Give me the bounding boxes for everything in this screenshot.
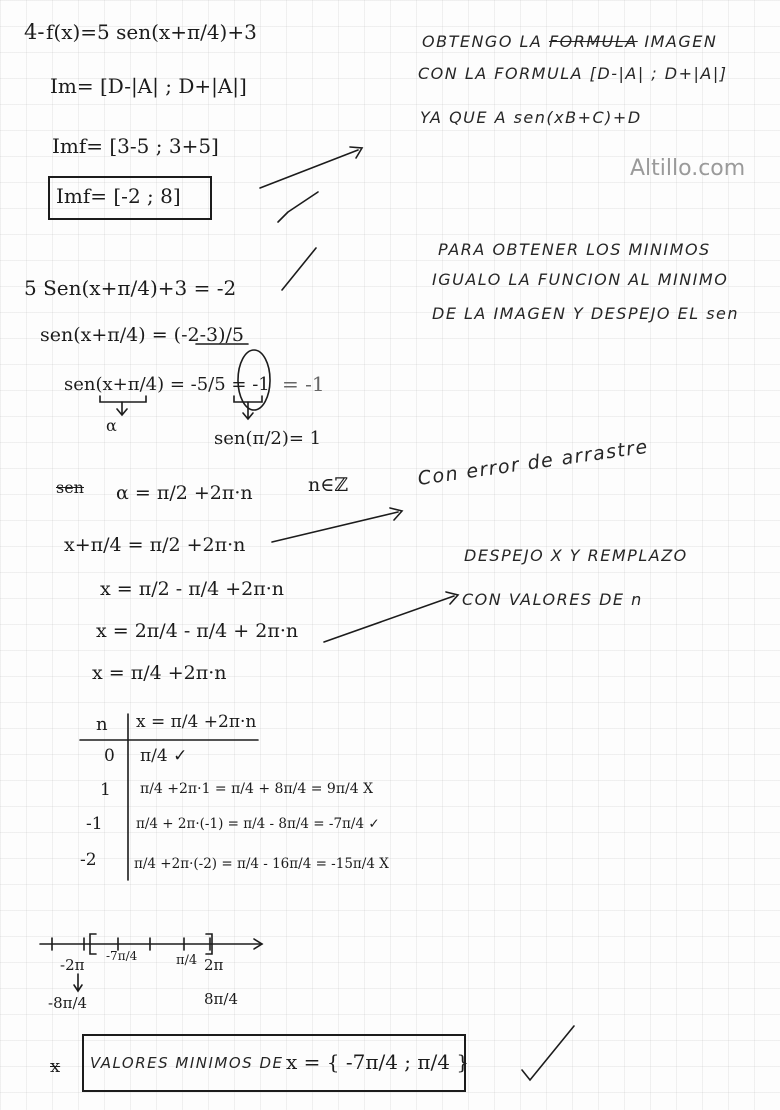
number-line-label: 2π <box>204 956 224 974</box>
equation-2: sen(x+π/4) = (-2-3)/5 <box>40 324 244 346</box>
equation-5-struck: sen <box>56 478 84 497</box>
answer-label: VALORES MINIMOS DE <box>90 1054 284 1072</box>
check-mark <box>522 1026 574 1080</box>
number-line-below-right: 8π/4 <box>204 990 238 1008</box>
table-row-x: π/4 ✓ <box>140 746 188 766</box>
note-obtain-b: IMAGEN <box>644 32 718 51</box>
arrow-line <box>260 150 358 188</box>
number-line-down-arrow <box>74 974 82 991</box>
circle-mark <box>238 350 270 410</box>
watermark: Altillo.com <box>630 156 746 181</box>
equation-9: x = π/4 +2π·n <box>92 662 227 684</box>
underbrace <box>234 396 262 402</box>
table-row-n: -1 <box>86 814 103 834</box>
table-header-x: x = π/4 +2π·n <box>136 712 257 732</box>
table-row-x: π/4 +2π·1 = π/4 + 8π/4 = 9π/4 X <box>140 781 374 797</box>
equation-8: x = 2π/4 - π/4 + 2π·n <box>96 620 299 642</box>
equation-1: 5 Sen(x+π/4)+3 = -2 <box>24 276 237 300</box>
image-result: Imf= [-2 ; 8] <box>56 184 181 208</box>
note-isolate-x: DESPEJO X Y REMPLAZO <box>464 546 688 565</box>
note-replace-n: CON VALORES DE n <box>462 590 643 609</box>
note-isolate-sen: DE LA IMAGEN Y DESPEJO EL sen <box>432 304 740 323</box>
arrow-line <box>324 596 454 642</box>
equation-3-extra: = -1 <box>282 372 325 396</box>
table-row-n: -2 <box>80 850 97 870</box>
table-header-n: n <box>96 714 108 735</box>
function-definition: f(x)=5 sen(x+π/4)+3 <box>46 20 257 44</box>
underbrace-arrow <box>117 402 127 415</box>
arrow-line <box>272 512 398 542</box>
note-minimums: PARA OBTENER LOS MINIMOS <box>438 240 711 259</box>
answer-struck: x <box>50 1056 61 1077</box>
problem-prefix: 4- <box>24 20 45 44</box>
check-mark <box>278 192 318 222</box>
number-line-label: -7π/4 <box>106 949 138 963</box>
number-line-below-left: -8π/4 <box>48 994 88 1012</box>
check-mark <box>282 248 316 290</box>
image-formula: Im= [D-|A| ; D+|A|] <box>50 74 247 98</box>
equation-4: sen(π/2)= 1 <box>214 428 322 449</box>
table-row-n: 1 <box>100 780 111 800</box>
note-carry-error: Con error de arrastre <box>416 435 651 490</box>
note-because: YA QUE A sen(xB+C)+D <box>420 108 642 127</box>
answer-set: x = { -7π/4 ; π/4 } <box>286 1050 470 1074</box>
note-struck-word: FORMULA <box>548 32 638 51</box>
equation-7: x = π/2 - π/4 +2π·n <box>100 578 284 600</box>
table-row-x: π/4 + 2π·(-1) = π/4 - 8π/4 = -7π/4 ✓ <box>136 816 380 832</box>
note-formula: CON LA FORMULA [D-|A| ; D+|A|] <box>418 64 728 83</box>
table-row-n: 0 <box>104 746 115 766</box>
table-row-x: π/4 +2π·(-2) = π/4 - 16π/4 = -15π/4 X <box>134 856 389 872</box>
alpha-label: α <box>106 416 117 435</box>
equation-6: x+π/4 = π/2 +2π·n <box>64 534 246 556</box>
note-equal-function: IGUALO LA FUNCION AL MINIMO <box>432 270 729 289</box>
image-substitution: Imf= [3-5 ; 3+5] <box>52 134 219 158</box>
equation-3: sen(x+π/4) = -5/5 = -1 <box>64 374 270 395</box>
underbrace <box>100 396 146 402</box>
equation-5: α = π/2 +2π·n <box>116 482 253 504</box>
number-line-label: -2π <box>60 956 85 974</box>
note-obtain-a: OBTENGO LA <box>422 32 543 51</box>
n-in-integers: n∈ℤ <box>308 474 349 496</box>
number-line-label: π/4 <box>176 953 198 968</box>
